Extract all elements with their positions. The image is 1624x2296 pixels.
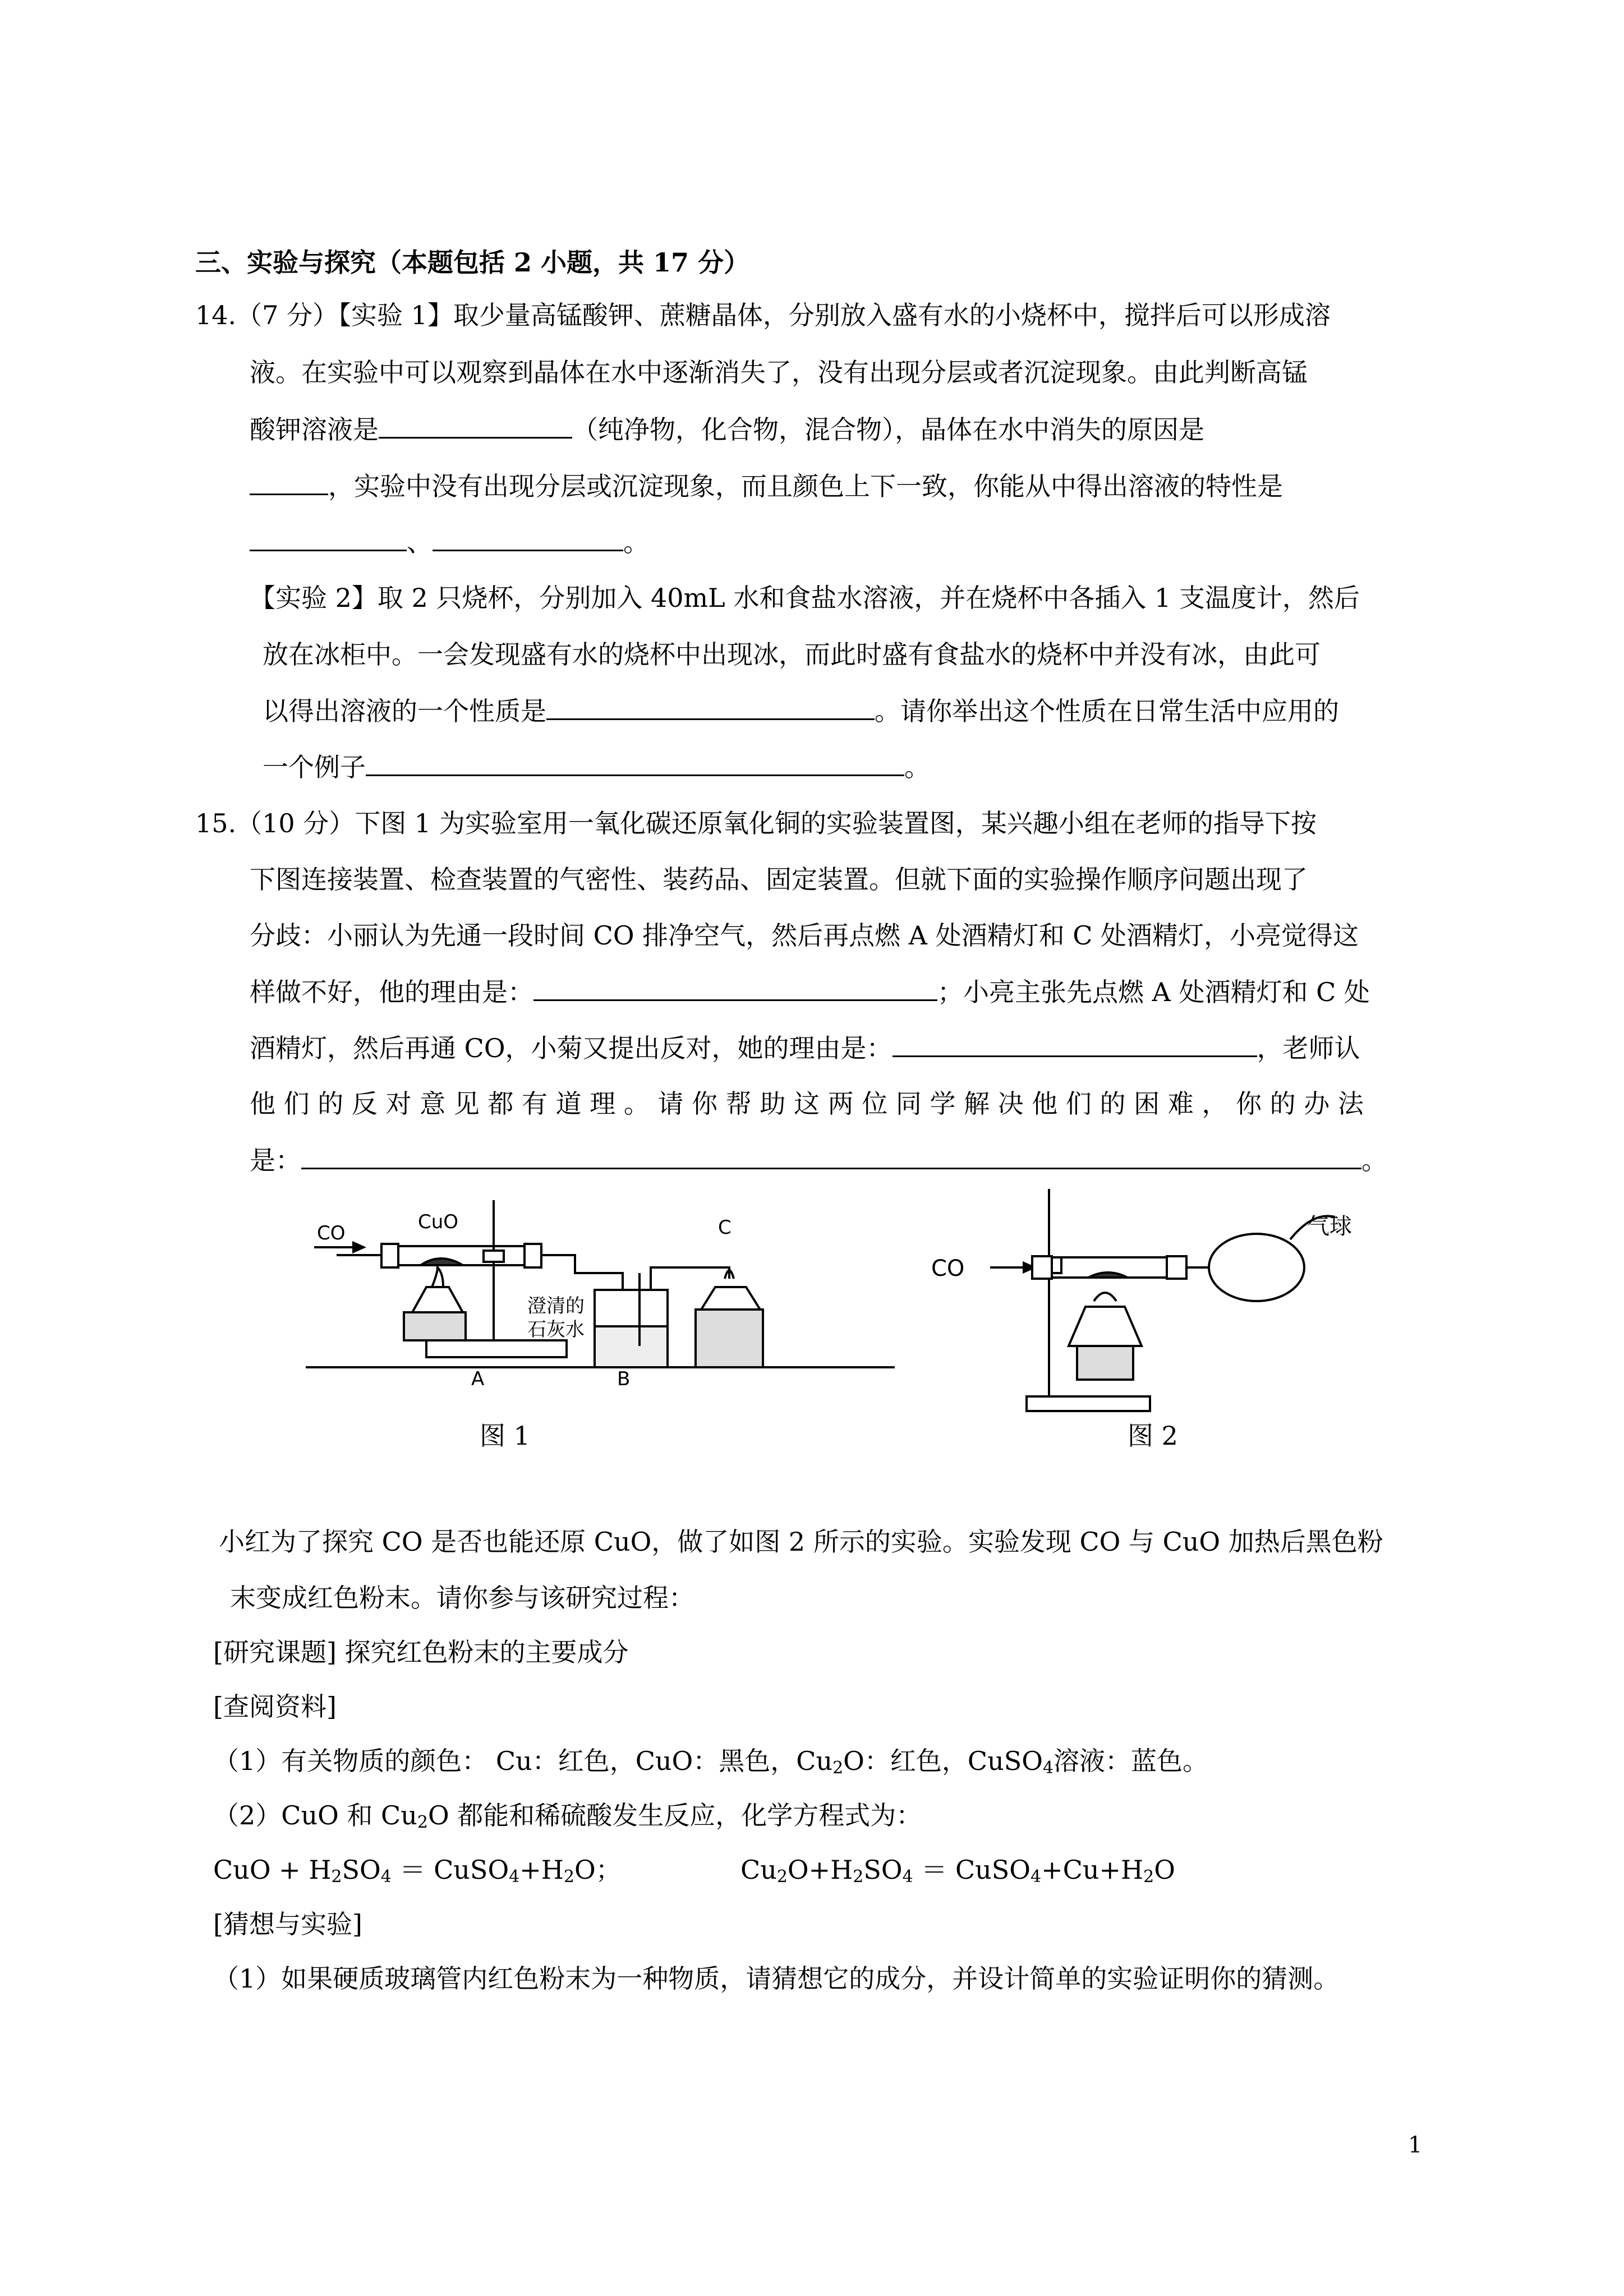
answer-blank-xiaoliang-reason[interactable] xyxy=(533,975,937,1001)
sub-4: 4 xyxy=(380,1867,392,1887)
eq1-c: ＝ CuSO xyxy=(391,1855,509,1885)
sub-2: 2 xyxy=(331,1867,342,1887)
q15-line-4 xyxy=(250,975,1370,1009)
left-stopper xyxy=(381,1244,398,1267)
eq2-b: O+H xyxy=(787,1855,853,1885)
eq2-d: ＝ CuSO xyxy=(913,1855,1031,1885)
q15-line-5 xyxy=(250,1031,1360,1065)
q14-line-8 xyxy=(263,694,1339,728)
sub-2: 2 xyxy=(1143,1867,1154,1887)
q14-line-3-text-a: 酸钾溶液是 xyxy=(250,414,379,445)
page-number: 1 xyxy=(1408,2132,1423,2158)
q14-line-3 xyxy=(250,412,1204,446)
q14-line-8-text-b: 。请你举出这个性质在日常生活中应用的 xyxy=(875,696,1339,726)
sub-2: 2 xyxy=(417,1813,428,1832)
answer-blank-dissolve-reason[interactable] xyxy=(250,469,328,495)
part2-research-topic: [研究课题] 探究红色粉末的主要成分 xyxy=(213,1637,629,1667)
sub-2: 2 xyxy=(776,1867,788,1887)
q14-line-1: 14.（7 分）【实验 1】取少量高锰酸钾、蔗糖晶体，分别放入盛有水的小烧杯中，搅拌后可以形成溶 xyxy=(195,300,1331,330)
q15-line-4-text-b: ；小亮主张先点燃 A 处酒精灯和 C 处 xyxy=(937,977,1370,1007)
q14-line-7: 放在冰柜中。一会发现盛有水的烧杯中出现冰，而此时盛有食盐水的烧杯中并没有冰，由此可 xyxy=(263,639,1321,670)
answer-blank-solution-type[interactable] xyxy=(379,412,572,439)
q14-line-3-text-b: （纯净物，化合物，混合物），晶体在水中消失的原因是 xyxy=(572,414,1204,445)
sub-4: 4 xyxy=(1030,1867,1042,1887)
reaction-text-b: O 都能和稀硫酸发生反应，化学方程式为： xyxy=(427,1800,922,1831)
part2-hypothesis-heading: [猜想与实验] xyxy=(213,1909,362,1939)
stand-base xyxy=(426,1340,567,1357)
equation-1 xyxy=(213,1853,622,1887)
colors-text-a: （1）有关物质的颜色： Cu：红色，CuO：黑色，Cu xyxy=(213,1746,833,1776)
section-title: 三、实验与探究（本题包括 2 小题，共 17 分） xyxy=(195,247,750,278)
equation-2 xyxy=(740,1853,1175,1887)
fig1-label-b: B xyxy=(617,1368,631,1390)
fig1-label-c: C xyxy=(718,1216,732,1239)
part2-hypothesis-question: （1）如果硬质玻璃管内红色粉末为一种物质，请猜想它的成分，并设计简单的实验证明你的猜测。 xyxy=(213,1963,1340,1994)
fig1-label-limewater-1: 澄清的 xyxy=(527,1295,585,1317)
sub-4: 4 xyxy=(1042,1758,1054,1778)
co-arrow-head xyxy=(353,1243,364,1252)
part2-colors-line xyxy=(213,1744,1208,1778)
sub-4: 4 xyxy=(902,1867,913,1887)
colors-text-c: 溶液：蓝色。 xyxy=(1053,1746,1209,1776)
q15-line-7 xyxy=(250,1143,1387,1177)
stand-base xyxy=(1027,1396,1150,1411)
q15-line-2: 下图连接装置、检查装置的气密性、装药品、固定装置。但就下面的实验操作顺序问题出现了 xyxy=(250,864,1308,895)
burner-a-block xyxy=(404,1312,466,1340)
sub-2: 2 xyxy=(832,1758,844,1778)
q15-line-1: 15.（10 分）下图 1 为实验室用一氧化碳还原氧化铜的实验装置图，某兴趣小组在老师的指导下按 xyxy=(195,808,1317,838)
q14-line-5-end: 。 xyxy=(623,527,649,557)
figure-1-apparatus xyxy=(303,1189,898,1391)
eq1-e: O； xyxy=(574,1855,622,1885)
eq1-a: CuO + H xyxy=(213,1855,332,1885)
cuo-powder xyxy=(421,1258,463,1265)
cuo-powder xyxy=(1088,1273,1128,1278)
sub-4: 4 xyxy=(509,1867,520,1887)
q14-line-4-text: ，实验中没有出现分层或沉淀现象，而且颜色上下一致，你能从中得出溶液的特性是 xyxy=(328,471,1283,501)
q14-line-2: 液。在实验中可以观察到晶体在水中逐渐消失了，没有出现分层或者沉淀现象。由此判断高锰 xyxy=(250,357,1308,388)
q15-line-4-text-a: 样做不好，他的理由是： xyxy=(250,977,533,1007)
eq1-d: +H xyxy=(519,1855,564,1885)
figure-2-caption: 图 2 xyxy=(1128,1421,1178,1451)
q15-line-7-text-a: 是： xyxy=(250,1145,301,1175)
q14-line-9 xyxy=(263,750,930,784)
answer-blank-solution-property[interactable] xyxy=(546,694,875,720)
part2-line-1: 小红为了探究 CO 是否也能还原 CuO，做了如图 2 所示的实验。实验发现 CO 与 CuO 加热后黑色粉 xyxy=(219,1527,1383,1557)
part2-line-2: 末变成红色粉末。请你参与该研究过程： xyxy=(230,1583,694,1613)
q15-line-3: 分歧：小丽认为先通一段时间 CO 排净空气，然后再点燃 A 处酒精灯和 C 处酒精灯，小亮觉得这 xyxy=(250,920,1359,951)
eq2-e: +Cu+H xyxy=(1041,1855,1144,1885)
fig1-label-cuo: CuO xyxy=(418,1211,459,1233)
q14-line-5-sep: 、 xyxy=(407,527,433,557)
answer-blank-solution-method[interactable] xyxy=(301,1143,1361,1169)
eq2-a: Cu xyxy=(740,1855,777,1885)
q14-line-9-end: 。 xyxy=(904,752,930,782)
q14-line-9-text-a: 一个例子 xyxy=(263,752,366,782)
eq2-f: O xyxy=(1154,1855,1175,1885)
answer-blank-daily-example[interactable] xyxy=(366,750,904,776)
right-stopper xyxy=(525,1244,541,1267)
part2-references-heading: [查阅资料] xyxy=(213,1691,337,1722)
burner-c xyxy=(701,1287,760,1310)
fig2-label-co: CO xyxy=(931,1256,965,1281)
figure-1-caption: 图 1 xyxy=(480,1421,530,1451)
colors-text-b: O：红色，CuSO xyxy=(843,1746,1043,1776)
q15-line-6: 他 们 的 反 对 意 见 都 有 道 理 。 请 你 帮 助 这 两 位 同 学 解 决 他 们 的 困 难 ， 你 的 办 法 xyxy=(250,1089,1364,1119)
sub-2: 2 xyxy=(563,1867,575,1887)
burner-c-block xyxy=(696,1310,763,1367)
balloon xyxy=(1209,1234,1304,1301)
fig1-label-a: A xyxy=(471,1368,485,1390)
fig1-label-co: CO xyxy=(317,1222,346,1244)
fig2-label-balloon: 气球 xyxy=(1307,1214,1352,1239)
answer-blank-xiaoju-reason[interactable] xyxy=(892,1031,1257,1057)
answer-blank-property-1[interactable] xyxy=(250,525,407,551)
figure-2-apparatus xyxy=(920,1178,1369,1419)
eq2-c: SO xyxy=(863,1855,903,1885)
burner-a xyxy=(412,1287,463,1312)
q15-line-7-end: 。 xyxy=(1361,1145,1387,1175)
q14-line-4 xyxy=(250,469,1283,503)
q14-line-6: 【实验 2】取 2 只烧杯，分别加入 40mL 水和食盐水溶液，并在烧杯中各插入 1 支温度计，然后 xyxy=(250,583,1360,613)
answer-blank-property-2[interactable] xyxy=(433,525,623,551)
q14-line-8-text-a: 以得出溶液的一个性质是 xyxy=(263,696,546,726)
q15-line-5-text-a: 酒精灯，然后再通 CO，小菊又提出反对，她的理由是： xyxy=(250,1033,892,1063)
q15-line-5-text-b: ，老师认 xyxy=(1257,1033,1360,1063)
sub-2: 2 xyxy=(853,1867,864,1887)
reaction-text-a: （2）CuO 和 Cu xyxy=(213,1800,417,1831)
fig1-label-limewater-2: 石灰水 xyxy=(527,1318,585,1341)
burner xyxy=(1069,1307,1142,1346)
part2-reaction-intro xyxy=(213,1799,922,1832)
eq1-b: SO xyxy=(342,1855,381,1885)
q14-line-5 xyxy=(250,525,649,559)
